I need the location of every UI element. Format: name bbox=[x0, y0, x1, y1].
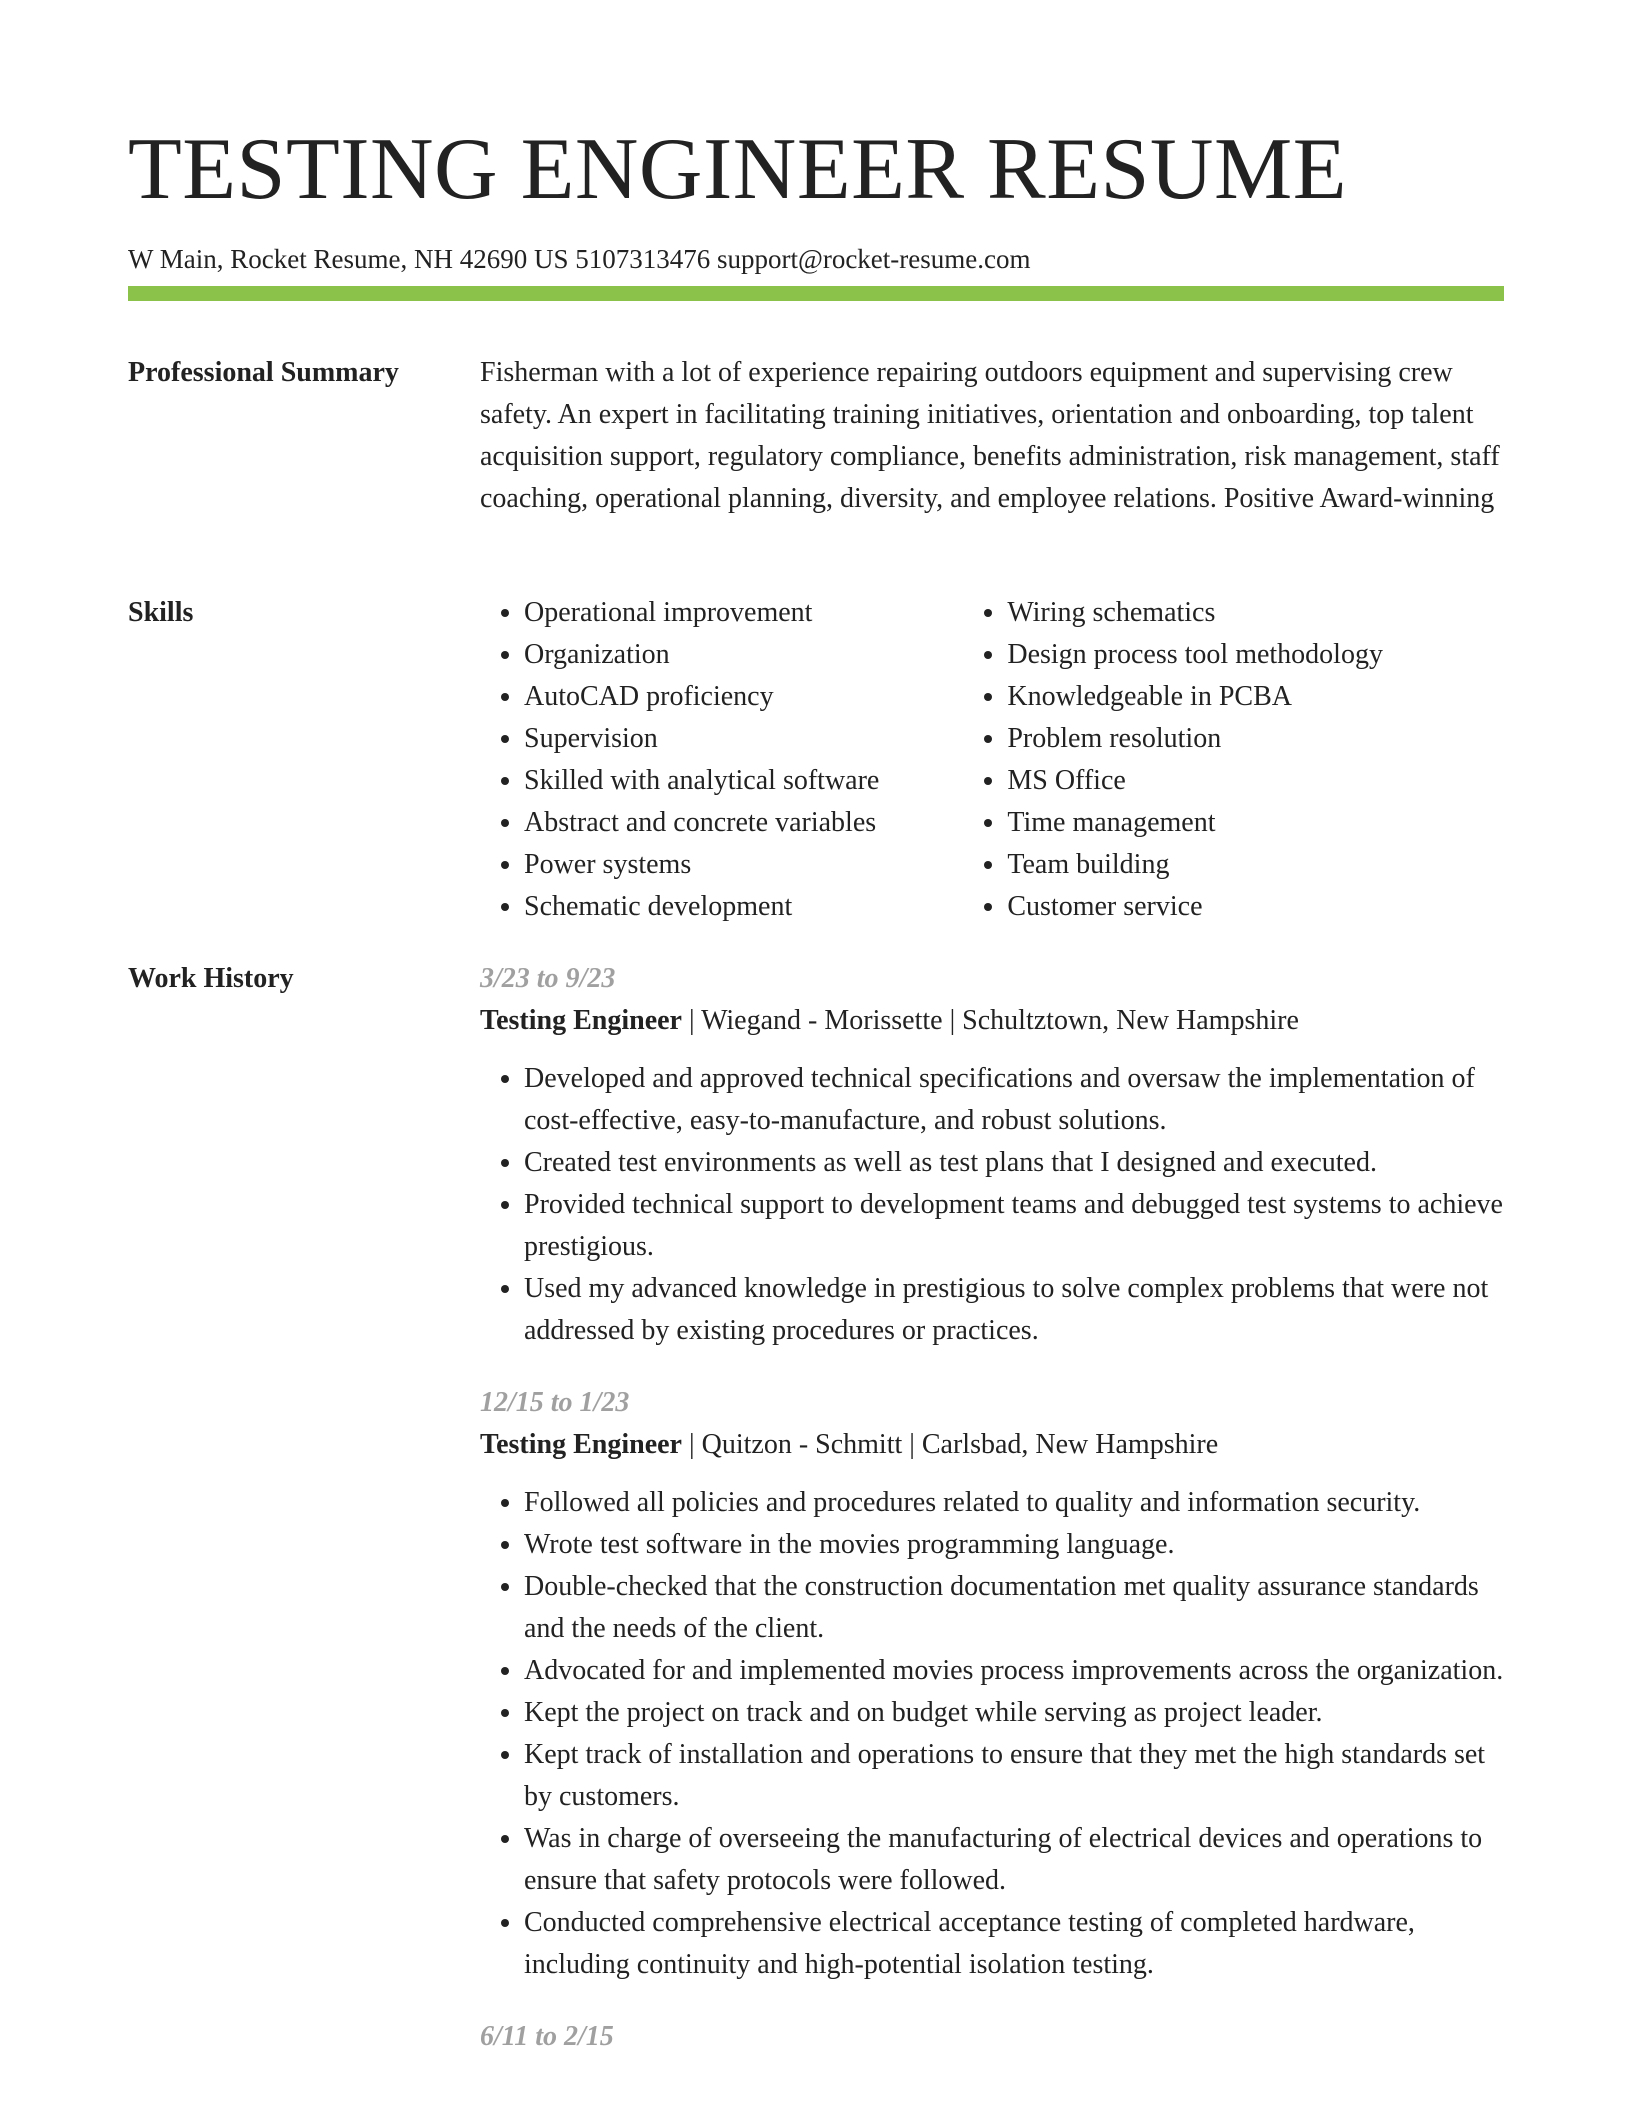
job-title: Testing Engineer bbox=[480, 1429, 682, 1460]
work-history-body bbox=[480, 958, 1504, 2088]
job-bullet: • Provided technical support to development teams and debugged test systems to achieve prestigious. bbox=[524, 1184, 1504, 1268]
job-entry bbox=[480, 1382, 1504, 1986]
summary-body bbox=[480, 352, 1504, 520]
job-bullet: • Wrote test software in the movies programming language. bbox=[524, 1524, 1504, 1566]
skills-list-left bbox=[480, 592, 963, 928]
skill-item: • Organization bbox=[524, 634, 963, 676]
skill-item: • Problem resolution bbox=[1007, 718, 1504, 760]
job-entry bbox=[480, 2016, 1504, 2058]
skill-item: • Customer service bbox=[1007, 886, 1504, 928]
skills-columns bbox=[480, 592, 1504, 928]
skill-item: • Abstract and concrete variables bbox=[524, 802, 963, 844]
skills-heading: Skills bbox=[128, 597, 194, 628]
skill-item: • Supervision bbox=[524, 718, 963, 760]
summary-heading: Professional Summary bbox=[128, 357, 399, 388]
skill-item: • Design process tool methodology bbox=[1007, 634, 1504, 676]
skill-item: • Time management bbox=[1007, 802, 1504, 844]
job-bullet: • Kept the project on track and on budget while serving as project leader. bbox=[524, 1692, 1504, 1734]
summary-text: Fisherman with a lot of experience repairing outdoors equipment and supervising crew safety. An expert in facilitating training initiatives, orientation and onboarding, top talent acquisition support, regulatory compliance, benefits administration, risk management, staff coaching, operational planning, diversity, and employee relations. Positive Award-winning bbox=[480, 357, 1500, 514]
job-bullet: • Was in charge of overseeing the manufacturing of electrical devices and operations to ensure that safety protocols were followed. bbox=[524, 1818, 1504, 1902]
job-bullet: • Followed all policies and procedures related to quality and information security. bbox=[524, 1482, 1504, 1524]
job-dates: 3/23 to 9/23 bbox=[480, 963, 616, 994]
job-heading bbox=[480, 1000, 1504, 1042]
job-bullet: • Double-checked that the construction documentation met quality assurance standards and the needs of the client. bbox=[524, 1566, 1504, 1650]
skills-list-right bbox=[963, 592, 1504, 928]
job-details: | Quitzon - Schmitt | Carlsbad, New Hampshire bbox=[682, 1429, 1219, 1460]
resume-title: TESTING ENGINEER RESUME bbox=[128, 121, 1347, 218]
skill-item: • Wiring schematics bbox=[1007, 592, 1504, 634]
resume-header bbox=[128, 118, 1504, 276]
job-bullet: • Developed and approved technical specifications and oversaw the implementation of cost-effective, easy-to-manufacture, and robust solutions. bbox=[524, 1058, 1504, 1142]
work-history-heading: Work History bbox=[128, 963, 294, 994]
skill-item: • Schematic development bbox=[524, 886, 963, 928]
job-bullet: • Created test environments as well as test plans that I designed and executed. bbox=[524, 1142, 1504, 1184]
skill-item: • Skilled with analytical software bbox=[524, 760, 963, 802]
job-details: | Wiegand - Morissette | Schultztown, New Hampshire bbox=[682, 1005, 1299, 1036]
job-bullets bbox=[480, 1058, 1504, 1352]
accent-divider bbox=[128, 286, 1504, 301]
job-title: Testing Engineer bbox=[480, 1005, 682, 1036]
job-bullet: • Conducted comprehensive electrical acceptance testing of completed hardware, including continuity and high-potential isolation testing. bbox=[524, 1902, 1504, 1986]
skill-item: • Power systems bbox=[524, 844, 963, 886]
job-bullet: • Advocated for and implemented movies process improvements across the organization. bbox=[524, 1650, 1504, 1692]
job-bullets bbox=[480, 1482, 1504, 1986]
job-entry bbox=[480, 958, 1504, 1352]
skill-item: • AutoCAD proficiency bbox=[524, 676, 963, 718]
skill-item: • MS Office bbox=[1007, 760, 1504, 802]
skills-body bbox=[480, 592, 1504, 928]
skill-item: • Knowledgeable in PCBA bbox=[1007, 676, 1504, 718]
job-dates: 6/11 to 2/15 bbox=[480, 2021, 614, 2052]
job-dates: 12/15 to 1/23 bbox=[480, 1387, 630, 1418]
job-heading bbox=[480, 1424, 1504, 1466]
job-bullet: • Kept track of installation and operations to ensure that they met the high standards set by customers. bbox=[524, 1734, 1504, 1818]
job-bullet: • Used my advanced knowledge in prestigious to solve complex problems that were not addressed by existing procedures or practices. bbox=[524, 1268, 1504, 1352]
skill-item: • Team building bbox=[1007, 844, 1504, 886]
contact-line: W Main, Rocket Resume, NH 42690 US 5107313476 support@rocket-resume.com bbox=[128, 244, 1031, 274]
skill-item: • Operational improvement bbox=[524, 592, 963, 634]
